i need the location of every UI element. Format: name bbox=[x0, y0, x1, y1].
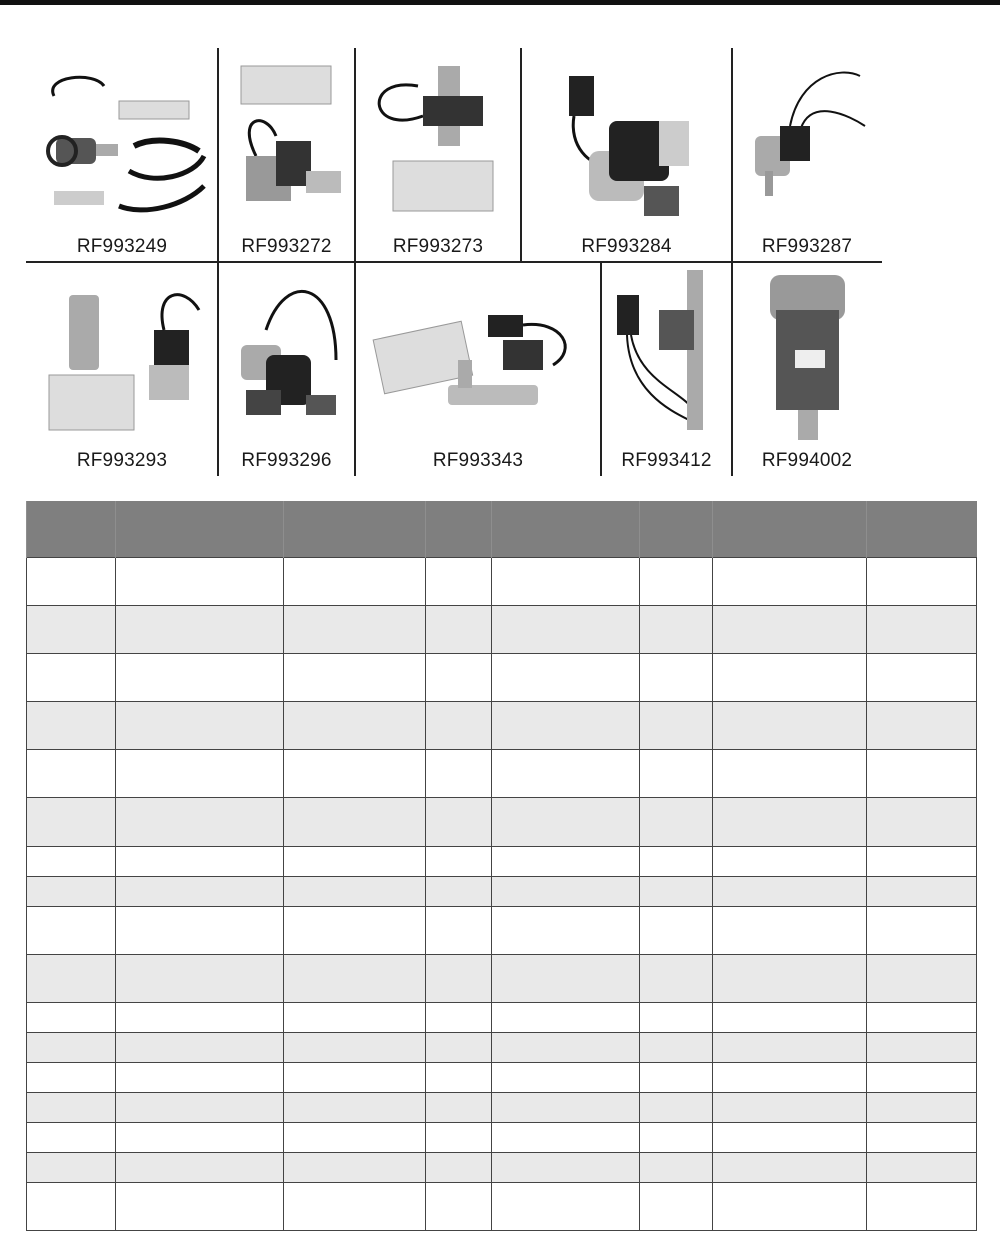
header-cell bbox=[867, 501, 977, 558]
product-photo bbox=[740, 56, 874, 228]
grid-divider bbox=[26, 261, 882, 263]
table-row bbox=[27, 1183, 977, 1231]
header-cell bbox=[426, 501, 492, 558]
product-cell[interactable] bbox=[218, 48, 355, 262]
product-photo bbox=[34, 270, 210, 442]
table-row bbox=[27, 907, 977, 955]
product-cell[interactable] bbox=[732, 262, 882, 476]
table-row bbox=[27, 1153, 977, 1183]
product-photo-grid bbox=[26, 48, 882, 476]
part-number-label: RF993296 bbox=[241, 450, 332, 471]
product-photo bbox=[226, 56, 347, 228]
product-photo bbox=[363, 56, 513, 228]
header-cell bbox=[713, 501, 867, 558]
product-photo bbox=[529, 56, 724, 228]
product-cell[interactable] bbox=[355, 48, 521, 262]
part-number-label: RF993293 bbox=[76, 450, 168, 471]
header-cell bbox=[640, 501, 713, 558]
table-row bbox=[27, 1093, 977, 1123]
header-cell bbox=[284, 501, 426, 558]
spec-table bbox=[26, 501, 977, 1231]
product-cell[interactable] bbox=[355, 262, 601, 476]
product-photo bbox=[226, 270, 347, 442]
grid-divider bbox=[731, 48, 733, 476]
part-number-label: RF993287 bbox=[761, 236, 853, 257]
header-cell bbox=[116, 501, 284, 558]
part-number-label: RF993249 bbox=[76, 236, 168, 257]
header-cell bbox=[492, 501, 640, 558]
part-number-label: RF993272 bbox=[241, 236, 332, 257]
table-row bbox=[27, 847, 977, 877]
product-cell[interactable] bbox=[601, 262, 732, 476]
table-row bbox=[27, 654, 977, 702]
grid-divider bbox=[520, 48, 522, 262]
product-photo bbox=[609, 270, 724, 442]
part-number-label: RF993343 bbox=[432, 450, 524, 471]
product-photo bbox=[34, 56, 210, 228]
part-number-label: RF993284 bbox=[581, 236, 672, 257]
product-photo bbox=[740, 270, 874, 442]
header-cell bbox=[27, 501, 116, 558]
grid-divider bbox=[600, 262, 602, 476]
table-row bbox=[27, 1123, 977, 1153]
table-row bbox=[27, 798, 977, 847]
table-row bbox=[27, 558, 977, 606]
top-rule bbox=[0, 0, 1000, 5]
table-row bbox=[27, 606, 977, 654]
part-number-label: RF993273 bbox=[392, 236, 484, 257]
table-header-row bbox=[27, 501, 977, 558]
table-row bbox=[27, 955, 977, 1003]
table-row bbox=[27, 1033, 977, 1063]
product-cell[interactable] bbox=[26, 262, 218, 476]
product-cell[interactable] bbox=[218, 262, 355, 476]
grid-divider bbox=[217, 48, 219, 476]
table-row bbox=[27, 702, 977, 750]
part-number-label: RF993412 bbox=[621, 450, 712, 471]
product-cell[interactable] bbox=[521, 48, 732, 262]
product-cell[interactable] bbox=[732, 48, 882, 262]
product-cell[interactable] bbox=[26, 48, 218, 262]
grid-divider bbox=[354, 48, 356, 476]
table-row bbox=[27, 877, 977, 907]
table-row bbox=[27, 750, 977, 798]
table-row bbox=[27, 1063, 977, 1093]
table-row bbox=[27, 1003, 977, 1033]
part-number-label: RF994002 bbox=[761, 450, 853, 471]
product-photo bbox=[363, 270, 593, 442]
